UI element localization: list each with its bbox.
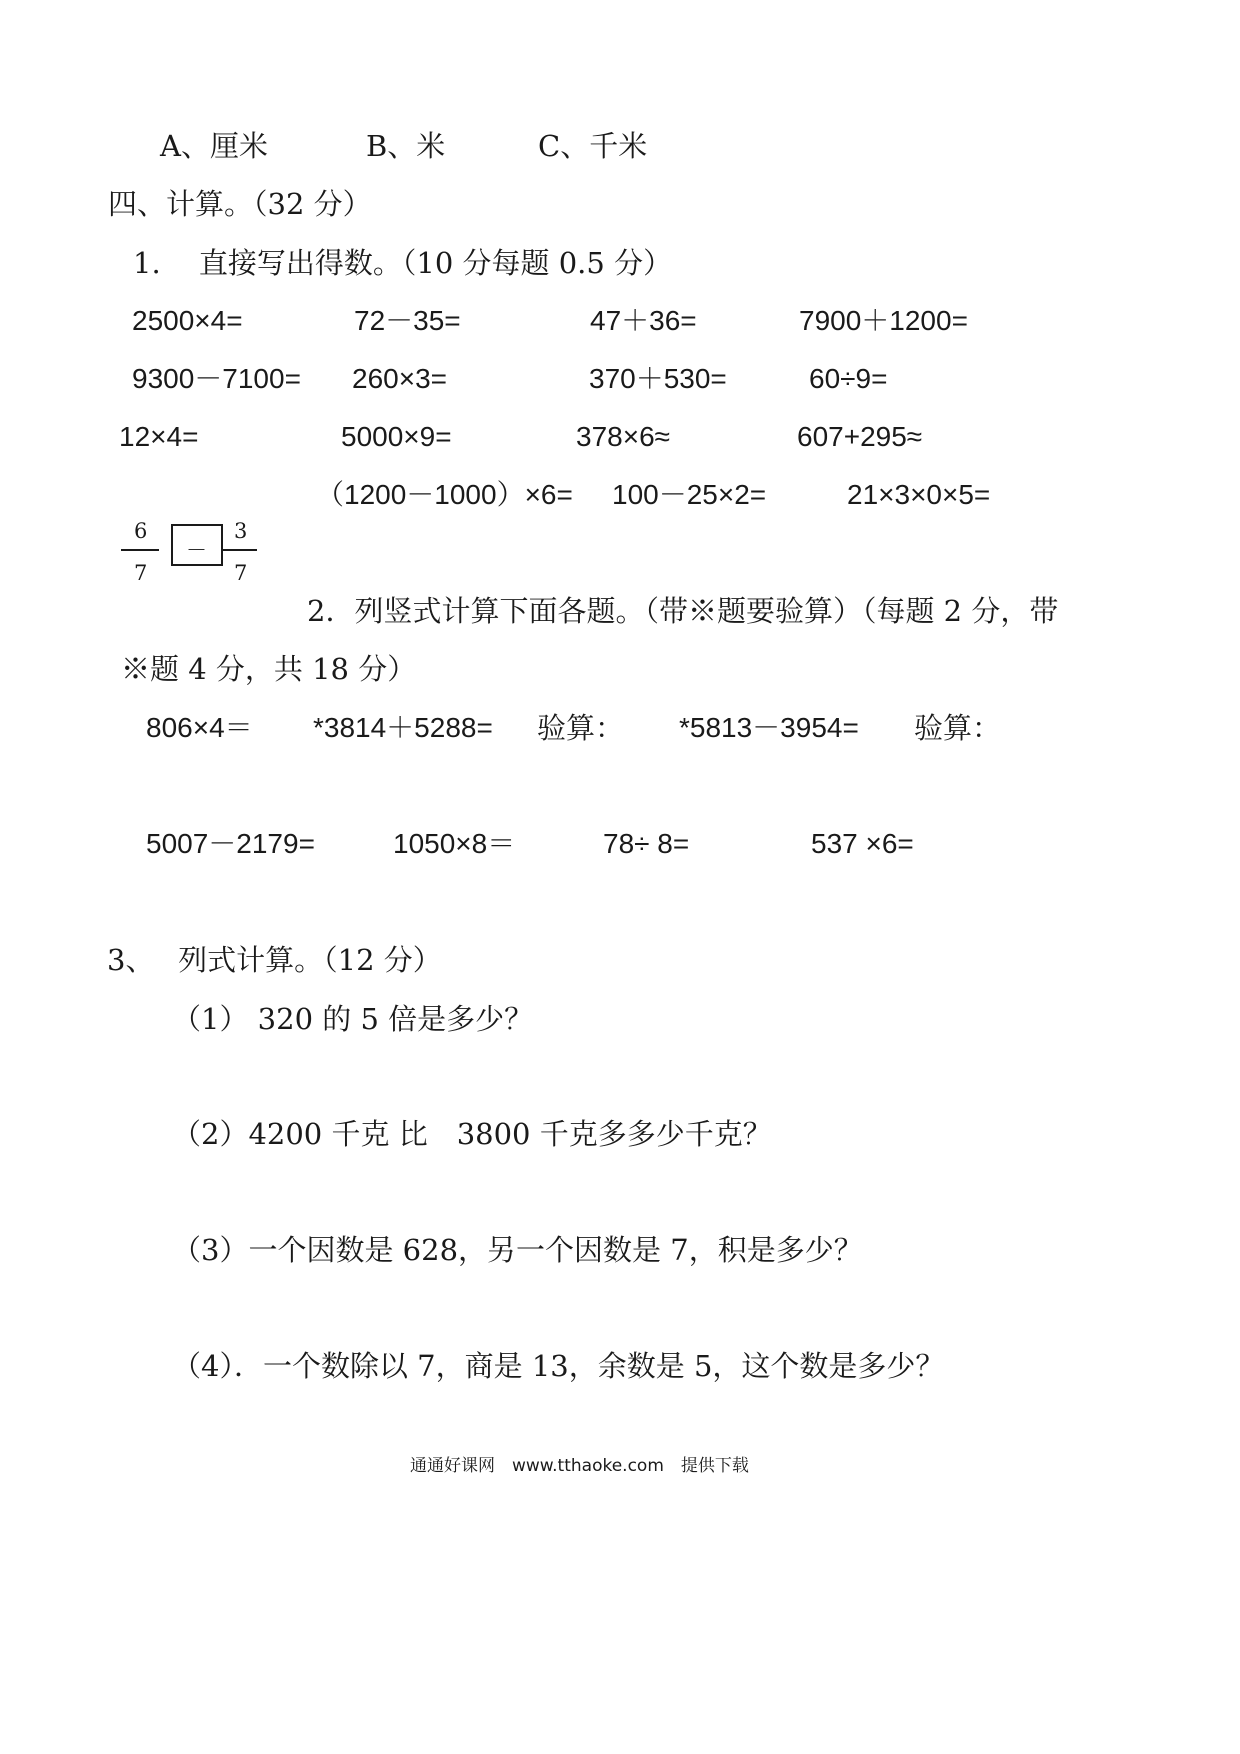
q2-r1-c2: *3814＋5288= — [313, 712, 493, 743]
choice-b: B、米 — [366, 129, 446, 163]
q2-r1-c4: *5813－3954= — [679, 712, 859, 743]
q2-r2-c2: 1050×8＝ — [393, 828, 516, 859]
q3-item-1: （1） 320 的 5 倍是多少？ — [172, 1002, 534, 1036]
q2-r1-verify-1: 验算： — [537, 711, 625, 745]
q1-r1-c2: 72－35= — [354, 305, 461, 336]
q1-r3-c3: 378×6≈ — [576, 421, 671, 452]
q3-item-4: （4）．一个数除以 7，商是 13，余数是 5，这个数是多少？ — [172, 1349, 945, 1383]
q1-r1-c4: 7900＋1200= — [799, 305, 968, 336]
q1-r2-c4: 60÷9= — [809, 363, 888, 394]
q1-r1-c1: 2500×4= — [132, 305, 243, 336]
q2-r1-c1: 806×4＝ — [146, 712, 253, 743]
q1-r3-c2: 5000×9= — [341, 421, 452, 452]
choice-a: A、厘米 — [160, 129, 268, 163]
q2-title-line2: ※题 4 分，共 18 分） — [121, 652, 417, 686]
q2-r2-c1: 5007－2179= — [146, 828, 315, 859]
q2-r1-verify-2: 验算： — [914, 711, 1002, 745]
q1-r4-c1: （1200－1000）×6= — [316, 479, 573, 510]
compare-answer-box[interactable] — [171, 524, 223, 566]
q2-r2-c4: 537 ×6= — [811, 828, 914, 859]
fraction-right-numerator: 3 — [234, 519, 248, 543]
fraction-left-denominator: 7 — [134, 561, 148, 585]
fraction-right-bar — [223, 549, 257, 551]
fraction-right-denominator: 7 — [234, 561, 248, 585]
fraction-left-bar — [121, 549, 159, 551]
q3-title: 3、 列式计算。（12 分） — [107, 943, 442, 977]
q1-r4-c2: 100－25×2= — [612, 479, 767, 510]
footer-text: 通通好课网 www.tthaoke.com 提供下载 — [410, 1456, 749, 1476]
q1-r3-c4: 607+295≈ — [797, 421, 923, 452]
q1-title: 1. 直接写出得数。（10 分每题 0.5 分） — [133, 246, 673, 280]
q1-r2-c2: 260×3= — [352, 363, 447, 394]
q1-r3-c1: 12×4= — [119, 421, 199, 452]
q2-title-line1: 2．列竖式计算下面各题。（带※题要验算）（每题 2 分，带 — [307, 594, 1059, 628]
q1-r2-c3: 370＋530= — [589, 363, 727, 394]
compare-box-sign: － — [186, 538, 207, 562]
q1-r4-c3: 21×3×0×5= — [847, 479, 991, 510]
q1-r2-c1: 9300－7100= — [132, 363, 301, 394]
q3-item-3: （3）一个因数是 628，另一个因数是 7，积是多少？ — [172, 1233, 863, 1267]
q2-r2-c3: 78÷ 8= — [603, 828, 690, 859]
choice-c: C、千米 — [538, 129, 648, 163]
fraction-left-numerator: 6 — [134, 519, 148, 543]
q3-item-2: （2）4200 千克 比 3800 千克多多少千克？ — [172, 1117, 772, 1151]
section-title: 四、计算。（32 分） — [108, 187, 372, 221]
q1-r1-c3: 47＋36= — [590, 305, 697, 336]
